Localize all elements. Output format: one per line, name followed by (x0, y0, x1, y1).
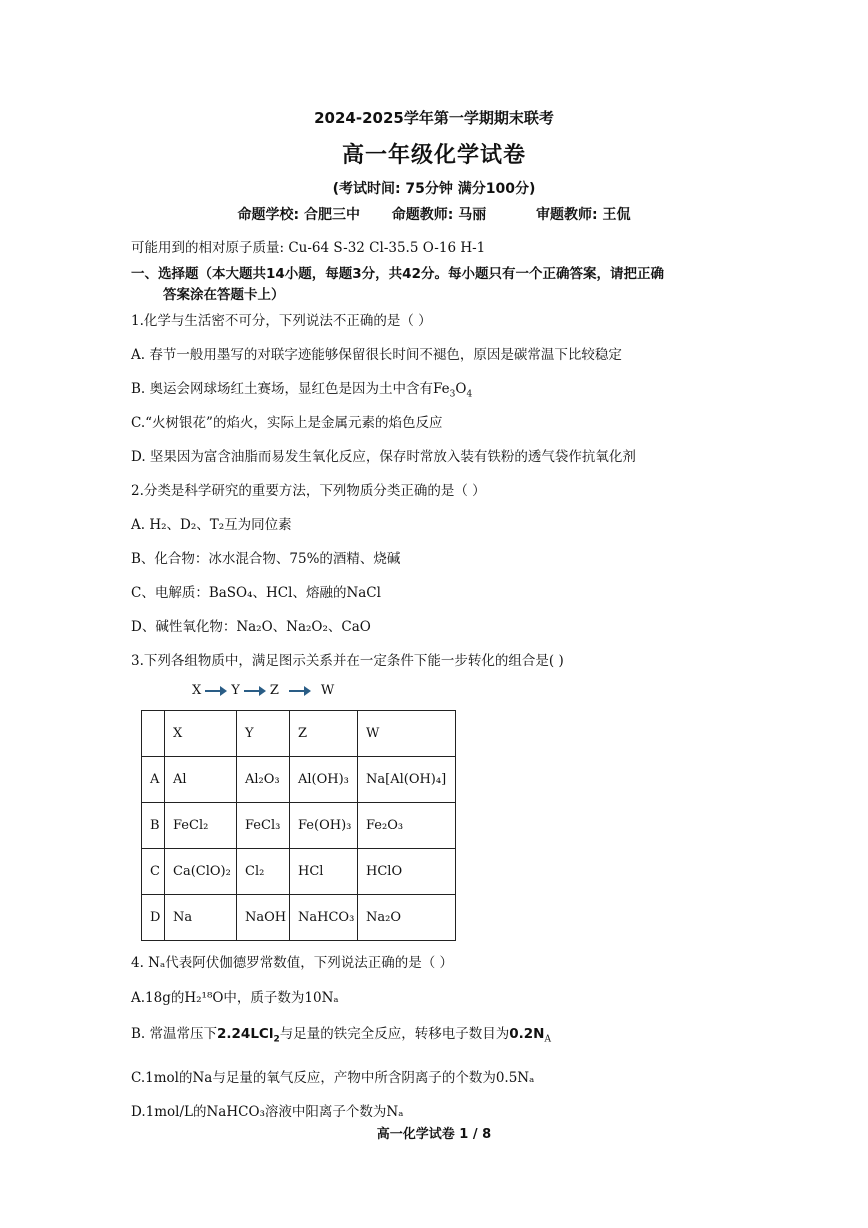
table-cell: NaHCO₃ (290, 895, 358, 941)
table-row (142, 895, 456, 941)
table-cell: A (142, 757, 165, 803)
section-heading: 一、选择题（本大题共14小题，每题3分，共42分。每小题只有一个正确答案，请把正确 (131, 266, 664, 282)
exam-info: (考试时间: 75分钟 满分100分) (332, 181, 536, 197)
q4-b-text: B. 常温常压下 (131, 1026, 218, 1042)
question-2-stem: 2.分类是科学研究的重要方法，下列物质分类正确的是（ ） (131, 483, 486, 499)
question-4-option-c: C.1mol的Na与足量的氧气反应，产物中所含阴离子的个数为0.5Nₐ (131, 1070, 535, 1086)
exam-staff (0, 204, 868, 224)
table-cell (142, 711, 165, 757)
table-cell: W (358, 711, 456, 757)
table-cell: NaOH (237, 895, 290, 941)
q1-b-sub2: 4 (466, 389, 473, 400)
table-cell: HClO (358, 849, 456, 895)
question-4-option-a: A.18g的H₂¹⁸O中，质子数为10Nₐ (131, 990, 339, 1006)
q4-b-count: 0.2N (509, 1026, 545, 1042)
question-1-option-a: A. 春节一般用墨写的对联字迹能够保留很长时间不褪色，原因是碳常温下比较稳定 (131, 347, 622, 363)
question-1-option-c: C.“火树银花”的焰火，实际上是金属元素的焰色反应 (131, 415, 443, 431)
question-3-table (141, 710, 456, 941)
arrow-icon (289, 686, 311, 696)
question-4-stem: 4. Nₐ代表阿伏伽德罗常数值，下列说法正确的是（ ） (131, 955, 453, 971)
question-2-option-a: A. H₂、D₂、T₂互为同位素 (131, 517, 292, 533)
table-header-row (142, 711, 456, 757)
table-row (142, 849, 456, 895)
table-cell: B (142, 803, 165, 849)
q4-b-mid: 与足量的铁完全反应，转移电子数目为 (279, 1026, 510, 1042)
flow-x: X (192, 683, 202, 698)
q4-b-sub1: 2 (273, 1034, 280, 1045)
section-heading-cont: 答案涂在答题卡上） (163, 287, 285, 303)
table-cell: Na[Al(OH)₄] (358, 757, 456, 803)
question-2-option-b: B、化合物：冰水混合物、75%的酒精、烧碱 (131, 551, 401, 567)
table-cell: FeCl₃ (237, 803, 290, 849)
q1-b-o: O (455, 381, 467, 397)
q1-b-sub1: 3 (449, 389, 456, 400)
arrow-icon (205, 686, 227, 696)
question-4-option-d: D.1mol/L的NaHCO₃溶液中阳离子个数为Nₐ (131, 1104, 404, 1120)
table-cell: Ca(ClO)₂ (165, 849, 237, 895)
question-1-stem: 1.化学与生活密不可分，下列说法不正确的是（ ） (131, 313, 432, 329)
table-cell: HCl (290, 849, 358, 895)
table-cell: X (165, 711, 237, 757)
page-footer: 高一化学试卷 1 / 8 (376, 1127, 492, 1142)
table-cell: Z (290, 711, 358, 757)
table-cell: D (142, 895, 165, 941)
q4-b-sub2: A (544, 1034, 551, 1045)
arrow-icon (244, 686, 266, 696)
exam-title-subject: 高一年级化学试卷 (341, 143, 526, 168)
flow-w: W (320, 683, 335, 698)
flow-z: Z (269, 683, 279, 698)
table-cell: Fe(OH)₃ (290, 803, 358, 849)
table-cell: Al(OH)₃ (290, 757, 358, 803)
table-cell: Fe₂O₃ (358, 803, 456, 849)
table-cell: Na₂O (358, 895, 456, 941)
conversion-flow (192, 683, 334, 698)
reviewing-teacher: 审题教师: 王侃 (535, 207, 631, 223)
question-2-option-c: C、电解质：BaSO₄、HCl、熔融的NaCl (131, 585, 381, 601)
table-cell: Y (237, 711, 290, 757)
table-row (142, 757, 456, 803)
exam-title-term: 2024-2025学年第一学期期末联考 (314, 109, 554, 127)
table-row (142, 803, 456, 849)
table-cell: FeCl₂ (165, 803, 237, 849)
table-cell: Na (165, 895, 237, 941)
proposing-teacher: 命题教师: 马丽 (391, 207, 487, 223)
q1-b-text: B. 奥运会网球场红土赛场，显红色是因为土中含有Fe (131, 381, 450, 397)
proposing-school: 命题学校: 合肥三中 (237, 207, 360, 223)
q4-b-volume: 2.24LCl (217, 1026, 274, 1042)
question-4-option-b (131, 1022, 551, 1045)
question-1-option-b (131, 377, 472, 400)
atomic-mass-line: 可能用到的相对原子质量: Cu-64 S-32 Cl-35.5 O-16 H-1 (131, 240, 486, 256)
question-2-option-d: D、碱性氧化物：Na₂O、Na₂O₂、CaO (131, 619, 371, 635)
table-cell: Al₂O₃ (237, 757, 290, 803)
question-1-option-d: D. 坚果因为富含油脂而易发生氧化反应，保存时常放入装有铁粉的透气袋作抗氧化剂 (131, 449, 636, 465)
table-cell: Al (165, 757, 237, 803)
flow-y: Y (231, 683, 240, 698)
table-cell: C (142, 849, 165, 895)
question-3-stem: 3.下列各组物质中，满足图示关系并在一定条件下能一步转化的组合是( ) (131, 653, 564, 669)
table-cell: Cl₂ (237, 849, 290, 895)
